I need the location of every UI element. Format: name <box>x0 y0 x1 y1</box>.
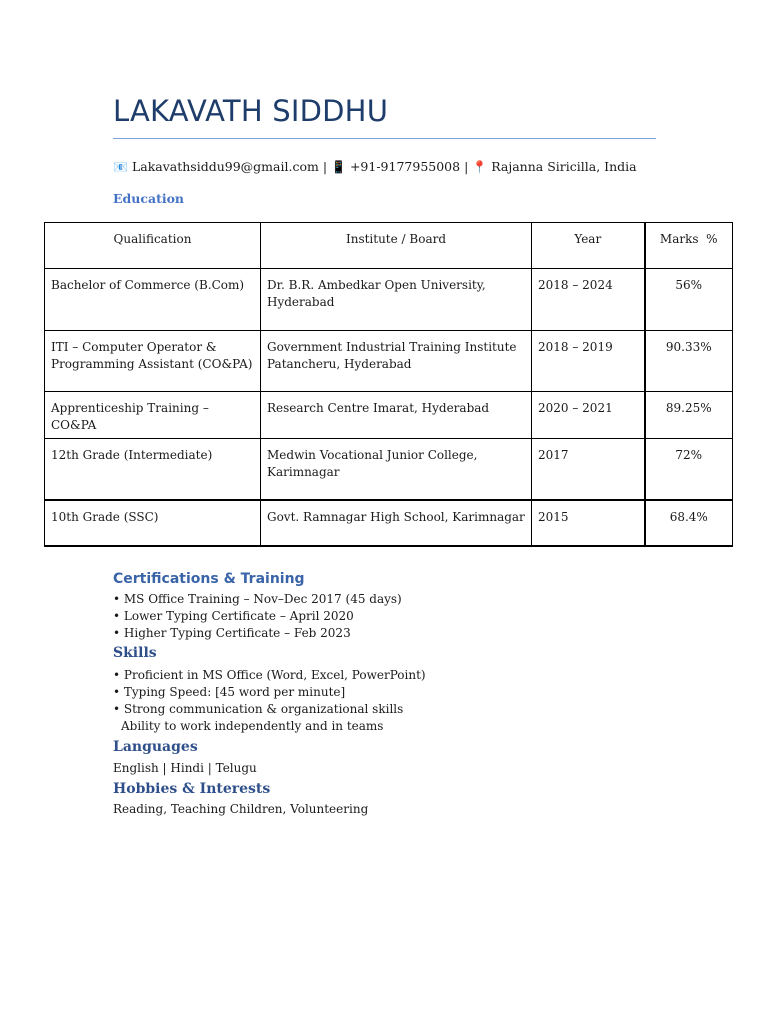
languages-heading: Languages <box>113 739 198 755</box>
cell-marks: 72% <box>645 439 733 500</box>
table-row <box>45 331 733 392</box>
location-pin-icon: 📍 <box>472 160 488 174</box>
header-divider <box>113 138 656 139</box>
education-heading: Education <box>113 191 185 206</box>
list-item: • Strong communication & organizational skills <box>113 702 404 716</box>
cell-qualification: Bachelor of Commerce (B.Com) <box>45 269 261 331</box>
skills-list <box>113 667 426 735</box>
list-item: • Proficient in MS Office (Word, Excel, PowerPoint) <box>113 668 426 682</box>
table-row <box>45 439 733 500</box>
list-item: • Higher Typing Certificate – Feb 2023 <box>113 626 351 640</box>
column-header-qualification: Qualification <box>45 223 261 269</box>
list-item: Ability to work independently and in teams <box>121 719 384 733</box>
cell-institute: Govt. Ramnagar High School, Karimnagar <box>261 500 532 546</box>
certifications-heading: Certifications & Training <box>113 571 305 587</box>
hobbies-heading: Hobbies & Interests <box>113 781 271 797</box>
table-row <box>45 269 733 331</box>
cell-year: 2018 – 2024 <box>532 269 645 331</box>
cell-qualification: 12th Grade (Intermediate) <box>45 439 261 500</box>
contact-separator: | <box>318 159 332 174</box>
contact-separator: | <box>460 159 473 174</box>
cell-marks: 90.33% <box>645 331 733 392</box>
education-table <box>44 222 733 547</box>
column-header-marks: Marks % <box>645 223 733 269</box>
list-item: • Typing Speed: [45 word per minute] <box>113 685 346 699</box>
certifications-list <box>113 591 402 642</box>
skills-heading: Skills <box>113 645 157 661</box>
phone-text: +91-9177955008 <box>349 159 461 174</box>
cell-qualification: Apprenticeship Training – CO&PA <box>45 392 261 439</box>
cell-year: 2018 – 2019 <box>532 331 645 392</box>
list-item: • Lower Typing Certificate – April 2020 <box>113 609 354 623</box>
cell-institute: Medwin Vocational Junior College, Karimnagar <box>261 439 532 500</box>
cell-marks: 56% <box>645 269 733 331</box>
email-text: Lakavathsiddu99@gmail.com <box>131 159 319 174</box>
cell-marks: 89.25% <box>645 392 733 439</box>
table-header-row <box>45 223 733 269</box>
location-text: Rajanna Siricilla, India <box>491 159 637 174</box>
cell-institute: Research Centre Imarat, Hyderabad <box>261 392 532 439</box>
languages-text: English | Hindi | Telugu <box>113 761 257 775</box>
cell-year: 2015 <box>532 500 645 546</box>
contact-line <box>113 159 637 174</box>
cell-year: 2020 – 2021 <box>532 392 645 439</box>
phone-icon: 📱 <box>331 160 346 174</box>
column-header-institute: Institute / Board <box>261 223 532 269</box>
cell-qualification: 10th Grade (SSC) <box>45 500 261 546</box>
cell-year: 2017 <box>532 439 645 500</box>
email-icon: 📧 <box>113 160 128 174</box>
resume-name: LAKAVATH SIDDHU <box>113 94 389 128</box>
cell-marks: 68.4% <box>645 500 733 546</box>
hobbies-text: Reading, Teaching Children, Volunteering <box>113 802 369 816</box>
table-row <box>45 500 733 546</box>
cell-institute: Government Industrial Training Institute Patancheru, Hyderabad <box>261 331 532 392</box>
cell-institute: Dr. B.R. Ambedkar Open University, Hyderabad <box>261 269 532 331</box>
list-item: • MS Office Training – Nov–Dec 2017 (45 days) <box>113 592 402 606</box>
column-header-year: Year <box>532 223 645 269</box>
table-row <box>45 392 733 439</box>
cell-qualification: ITI – Computer Operator & Programming Assistant (CO&PA) <box>45 331 261 392</box>
